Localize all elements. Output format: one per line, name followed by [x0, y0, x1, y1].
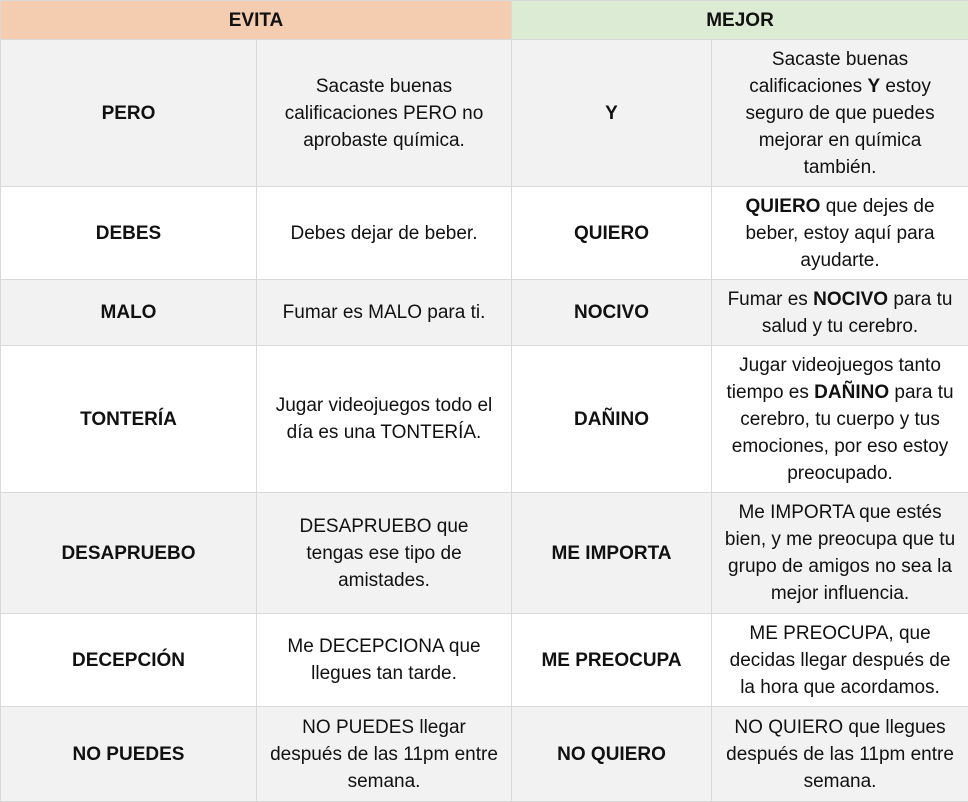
better-text-pre: NO QUIERO que llegues después de las 11pm entre semana. — [726, 717, 954, 792]
better-text-post: para tu cerebro, tu cuerpo y tus emociones, por eso estoy preocupado. — [732, 382, 954, 484]
avoid-sentence: NO PUEDES llegar después de las 11pm entre semana. — [257, 707, 512, 802]
table-row — [1, 493, 968, 614]
avoid-sentence: Jugar videojuegos todo el día es una TONTERÍA. — [257, 346, 512, 493]
better-text-pre: Sacaste buenas calificaciones — [749, 49, 908, 97]
avoid-sentence: Fumar es MALO para ti. — [257, 280, 512, 346]
better-text-bold: QUIERO — [746, 196, 821, 217]
table-row — [1, 40, 968, 187]
better-word: Y — [512, 40, 712, 187]
better-sentence — [712, 707, 968, 802]
avoid-word: PERO — [1, 40, 257, 187]
table-row — [1, 346, 968, 493]
avoid-header: EVITA — [1, 1, 512, 40]
avoid-word: DESAPRUEBO — [1, 493, 257, 614]
better-word: DAÑINO — [512, 346, 712, 493]
better-word: NO QUIERO — [512, 707, 712, 802]
better-sentence — [712, 614, 968, 707]
avoid-word: TONTERÍA — [1, 346, 257, 493]
better-sentence — [712, 346, 968, 493]
better-text-bold: Y — [867, 76, 880, 97]
table-row — [1, 614, 968, 707]
header-row — [1, 1, 968, 40]
better-sentence — [712, 40, 968, 187]
better-text-pre: Fumar es — [728, 289, 814, 310]
avoid-word: MALO — [1, 280, 257, 346]
avoid-word: NO PUEDES — [1, 707, 257, 802]
better-text-bold: NOCIVO — [813, 289, 888, 310]
table-row — [1, 280, 968, 346]
table-row — [1, 707, 968, 802]
avoid-sentence: Me DECEPCIONA que llegues tan tarde. — [257, 614, 512, 707]
better-sentence — [712, 280, 968, 346]
better-word: ME PREOCUPA — [512, 614, 712, 707]
better-text-pre: Me IMPORTA que estés bien, y me preocupa que tu grupo de amigos no sea la mejor influencia. — [725, 502, 955, 604]
better-header: MEJOR — [512, 1, 968, 40]
better-word: QUIERO — [512, 187, 712, 280]
avoid-word: DEBES — [1, 187, 257, 280]
better-sentence — [712, 187, 968, 280]
better-text-bold: DAÑINO — [814, 382, 889, 403]
better-text-post: para tu salud y tu cerebro. — [762, 289, 953, 337]
table-row — [1, 187, 968, 280]
better-text-pre: Jugar videojuegos tanto tiempo es — [727, 355, 941, 403]
avoid-sentence: DESAPRUEBO que tengas ese tipo de amistades. — [257, 493, 512, 614]
better-text-post: estoy seguro de que puedes mejorar en química también. — [745, 76, 934, 178]
better-sentence — [712, 493, 968, 614]
avoid-sentence: Debes dejar de beber. — [257, 187, 512, 280]
better-text-post: que dejes de beber, estoy aquí para ayudarte. — [745, 196, 934, 271]
better-word: ME IMPORTA — [512, 493, 712, 614]
avoid-sentence: Sacaste buenas calificaciones PERO no aprobaste química. — [257, 40, 512, 187]
better-text-pre: ME PREOCUPA, que decidas llegar después de la hora que acordamos. — [730, 623, 951, 698]
better-word: NOCIVO — [512, 280, 712, 346]
avoid-word: DECEPCIÓN — [1, 614, 257, 707]
